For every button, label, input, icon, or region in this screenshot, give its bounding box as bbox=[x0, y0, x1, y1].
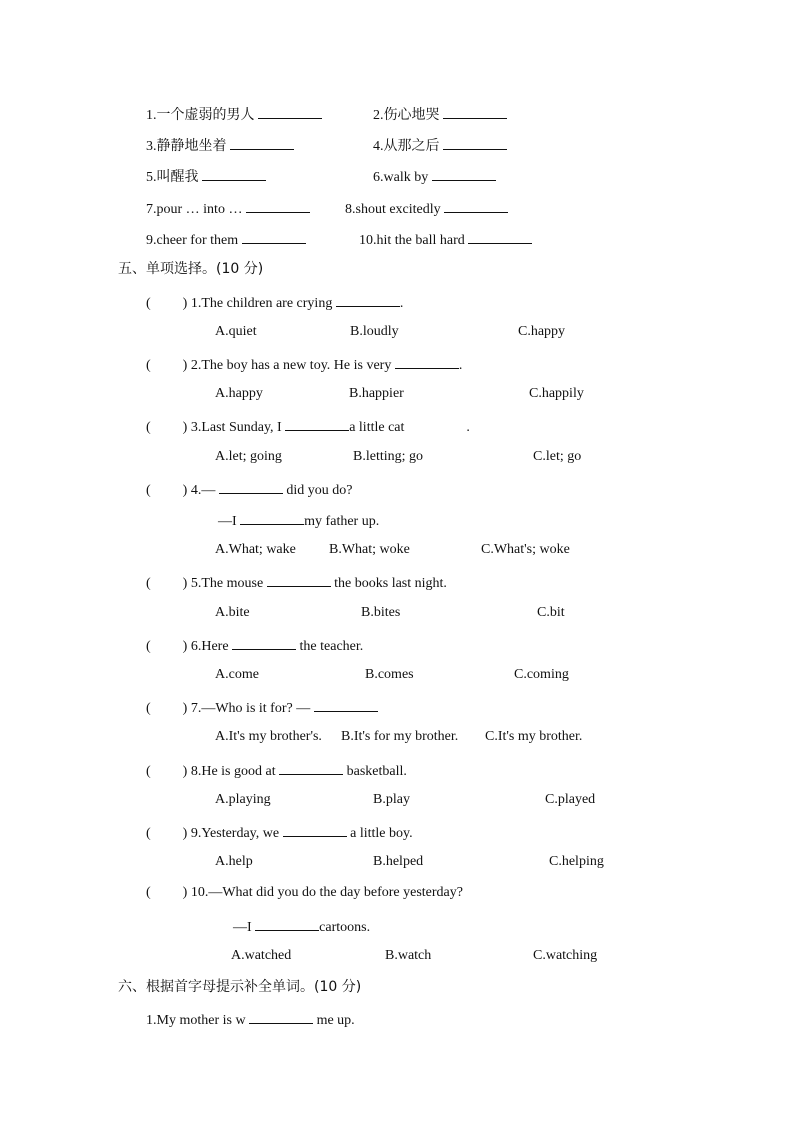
option-b[interactable]: B.bites bbox=[361, 605, 401, 620]
option-a[interactable]: A.help bbox=[215, 854, 253, 869]
option-c[interactable]: C.What's; woke bbox=[481, 542, 570, 557]
option-c[interactable]: C.watching bbox=[533, 948, 598, 963]
answer-blank[interactable] bbox=[258, 104, 322, 119]
option-a[interactable]: A.let; going bbox=[215, 449, 282, 464]
answer-blank[interactable] bbox=[314, 697, 378, 712]
vocab-item-6: 6.walk by bbox=[373, 166, 496, 187]
option-a[interactable]: A.come bbox=[215, 667, 259, 682]
option-a[interactable]: A.happy bbox=[215, 386, 263, 401]
option-a[interactable]: A.What; wake bbox=[215, 542, 296, 557]
option-b[interactable]: B.It's for my brother. bbox=[341, 729, 459, 744]
option-a[interactable]: A.playing bbox=[215, 792, 271, 807]
section-5-heading: 五、单项选择。(10 分) bbox=[118, 261, 264, 277]
question-4: ( ) 4.— did you do? bbox=[146, 479, 352, 500]
answer-blank[interactable] bbox=[395, 354, 459, 369]
question-3: ( ) 3.Last Sunday, I a little cat . bbox=[146, 416, 470, 437]
answer-blank[interactable] bbox=[283, 822, 347, 837]
answer-blank[interactable] bbox=[246, 198, 310, 213]
answer-blank[interactable] bbox=[255, 916, 319, 931]
vocab-item-9: 9.cheer for them bbox=[146, 229, 306, 250]
answer-blank[interactable] bbox=[242, 229, 306, 244]
fill-item-1: 1.My mother is w me up. bbox=[146, 1009, 355, 1030]
vocab-item-8: 8.shout excitedly bbox=[345, 198, 508, 219]
option-b[interactable]: B.helped bbox=[373, 854, 424, 869]
question-2: ( ) 2.The boy has a new toy. He is very . bbox=[146, 354, 462, 375]
question-7: ( ) 7.—Who is it for? — bbox=[146, 697, 378, 718]
option-c[interactable]: C.played bbox=[545, 792, 596, 807]
option-b[interactable]: B.letting; go bbox=[353, 449, 423, 464]
answer-blank[interactable] bbox=[240, 510, 304, 525]
option-c[interactable]: C.bit bbox=[537, 605, 565, 620]
answer-blank[interactable] bbox=[230, 135, 294, 150]
option-c[interactable]: C.happily bbox=[529, 386, 584, 401]
answer-blank[interactable] bbox=[443, 104, 507, 119]
question-5: ( ) 5.The mouse the books last night. bbox=[146, 572, 447, 593]
question-1: ( ) 1.The children are crying . bbox=[146, 292, 403, 313]
vocab-item-5: 5.叫醒我 bbox=[146, 166, 266, 187]
vocab-item-4: 4.从那之后 bbox=[373, 135, 507, 156]
option-b[interactable]: B.play bbox=[373, 792, 410, 807]
answer-blank[interactable] bbox=[267, 572, 331, 587]
question-8: ( ) 8.He is good at basketball. bbox=[146, 760, 407, 781]
question-10: ( ) 10.—What did you do the day before yesterday? bbox=[146, 885, 463, 900]
answer-blank[interactable] bbox=[336, 292, 400, 307]
option-c[interactable]: C.It's my brother. bbox=[485, 729, 583, 744]
section-6-heading: 六、根据首字母提示补全单词。(10 分) bbox=[118, 979, 362, 995]
option-a[interactable]: A.quiet bbox=[215, 324, 257, 339]
option-c[interactable]: C.helping bbox=[549, 854, 604, 869]
vocab-item-1: 1.一个虚弱的男人 bbox=[146, 104, 322, 125]
question-4-reply: —I my father up. bbox=[218, 510, 379, 531]
option-a[interactable]: A.It's my brother's. bbox=[215, 729, 322, 744]
option-a[interactable]: A.watched bbox=[231, 948, 292, 963]
option-b[interactable]: B.loudly bbox=[350, 324, 399, 339]
option-b[interactable]: B.watch bbox=[385, 948, 432, 963]
option-c[interactable]: C.happy bbox=[518, 324, 566, 339]
answer-blank[interactable] bbox=[432, 166, 496, 181]
answer-blank[interactable] bbox=[468, 229, 532, 244]
option-b[interactable]: B.What; woke bbox=[329, 542, 410, 557]
question-9: ( ) 9.Yesterday, we a little boy. bbox=[146, 822, 413, 843]
answer-blank[interactable] bbox=[232, 635, 296, 650]
answer-blank[interactable] bbox=[249, 1009, 313, 1024]
option-a[interactable]: A.bite bbox=[215, 605, 250, 620]
answer-blank[interactable] bbox=[279, 760, 343, 775]
vocab-item-2: 2.伤心地哭 bbox=[373, 104, 507, 125]
question-10-reply: —I cartoons. bbox=[233, 916, 370, 937]
answer-blank[interactable] bbox=[443, 135, 507, 150]
vocab-item-7: 7.pour … into … bbox=[146, 198, 310, 219]
answer-blank[interactable] bbox=[285, 416, 349, 431]
option-c[interactable]: C.coming bbox=[514, 667, 569, 682]
answer-blank[interactable] bbox=[444, 198, 508, 213]
answer-blank[interactable] bbox=[202, 166, 266, 181]
answer-blank[interactable] bbox=[219, 479, 283, 494]
option-c[interactable]: C.let; go bbox=[533, 449, 582, 464]
vocab-item-10: 10.hit the ball hard bbox=[359, 229, 532, 250]
question-6: ( ) 6.Here the teacher. bbox=[146, 635, 363, 656]
vocab-item-3: 3.静静地坐着 bbox=[146, 135, 294, 156]
option-b[interactable]: B.comes bbox=[365, 667, 414, 682]
option-b[interactable]: B.happier bbox=[349, 386, 404, 401]
